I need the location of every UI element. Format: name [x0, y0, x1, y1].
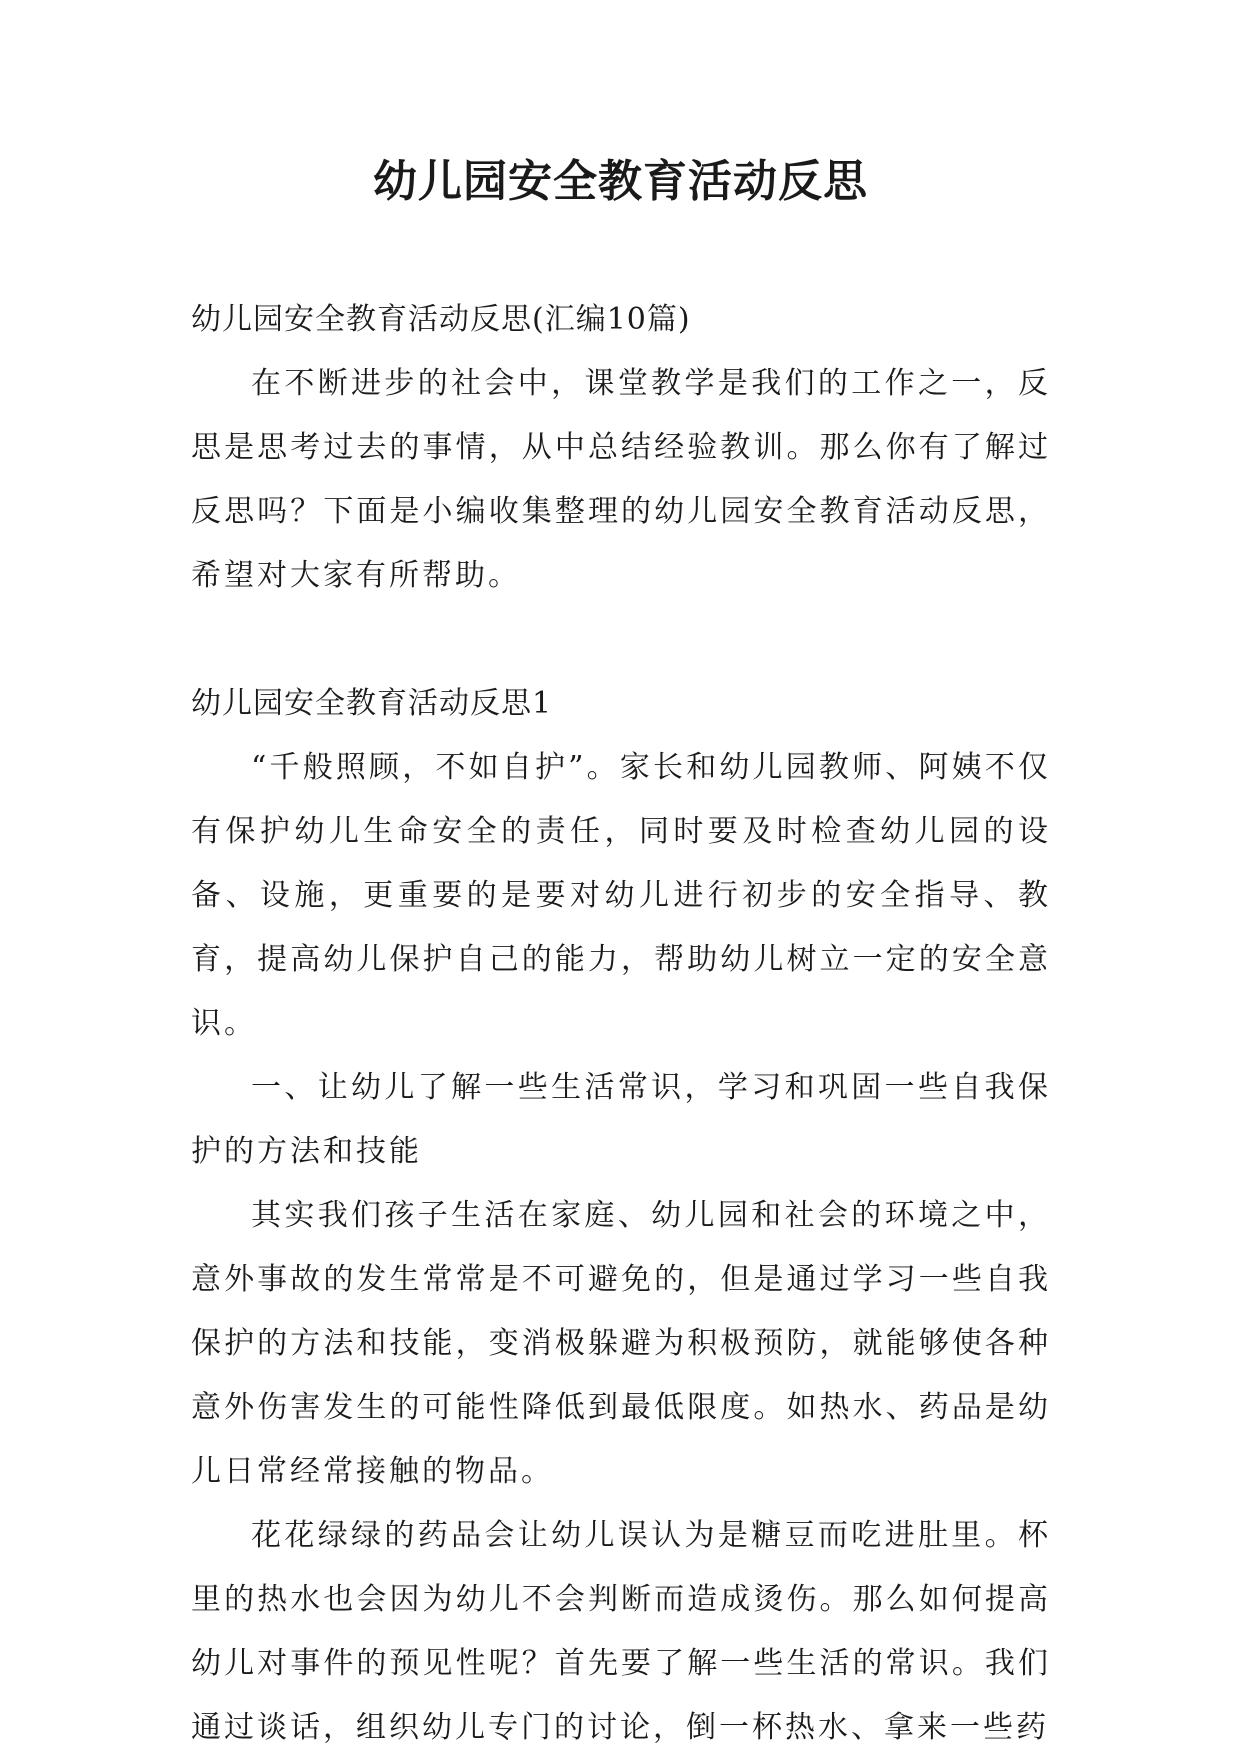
document-subtitle: 幼儿园安全教育活动反思(汇编10篇): [191, 302, 691, 337]
section-heading: 幼儿园安全教育活动反思1: [191, 686, 553, 721]
intro-paragraph: 在不断进步的社会中，课堂教学是我们的工作之一，反思是思考过去的事情，从中总结经验教训。那么你有了解过反思吗？下面是小编收集整理的幼儿园安全教育活动反思，希望对大家有所帮助。: [191, 366, 1051, 593]
body-paragraph: “千般照顾，不如自护”。家长和幼儿园教师、阿姨不仅有保护幼儿生命安全的责任，同时要及时检查幼儿园的设备、设施，更重要的是要对幼儿进行初步的安全指导、教育，提高幼儿保护自己的能力，帮助幼儿树立一定的安全意识。: [191, 750, 1051, 1041]
body-paragraph: 花花绿绿的药品会让幼儿误认为是糖豆而吃进肚里。杯里的热水也会因为幼儿不会判断而造成烫伤。那么如何提高幼儿对事件的预见性呢？首先要了解一些生活的常识。我们通过谈话，组织幼儿专门的讨论，倒一杯热水、拿来一些药: [191, 1518, 1051, 1745]
body-paragraph: 其实我们孩子生活在家庭、幼儿园和社会的环境之中，意外事故的发生常常是不可避免的，但是通过学习一些自我保护的方法和技能，变消极躲避为积极预防，就能够使各种意外伤害发生的可能性降低到最低限度。如热水、药品是幼儿日常经常接触的物品。: [191, 1198, 1051, 1489]
section-gap: [191, 608, 1051, 672]
document-body: [191, 288, 1051, 1760]
body-paragraph-heading: 一、让幼儿了解一些生活常识，学习和巩固一些自我保护的方法和技能: [191, 1070, 1051, 1169]
page-title: 幼儿园安全教育活动反思: [373, 156, 868, 207]
